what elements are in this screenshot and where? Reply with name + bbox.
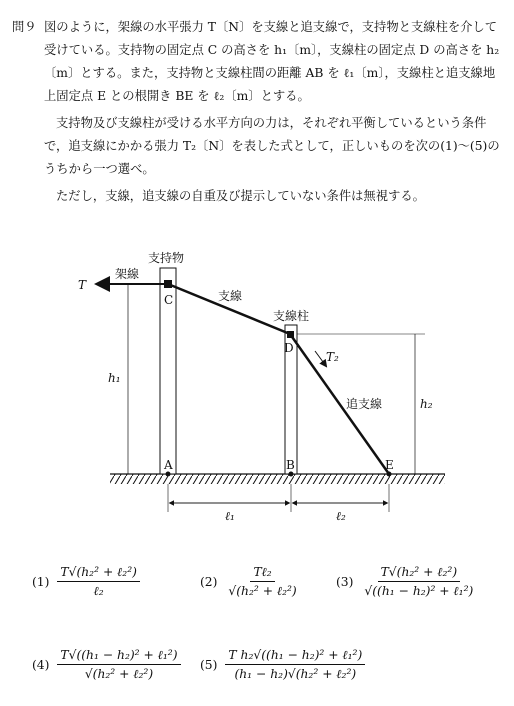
label-back-stay: 追支線 — [346, 397, 383, 411]
choice-label: (5) — [200, 658, 218, 672]
point-d — [287, 331, 294, 338]
ground-hatch — [110, 474, 445, 484]
choice-formula — [57, 565, 140, 599]
label-b: B — [286, 458, 295, 472]
choice-2[interactable] — [200, 565, 300, 599]
numerator: T h₂√((h₁ − h₂)² + ℓ₁²) — [225, 648, 365, 665]
numerator: T√((h₁ − h₂)² + ℓ₁²) — [57, 648, 180, 665]
choice-label: (2) — [200, 575, 218, 589]
label-c: C — [164, 293, 174, 307]
label-l1: ℓ₁ — [225, 509, 235, 523]
choice-label: (4) — [32, 658, 50, 672]
label-t: T — [78, 278, 87, 292]
numerator: Tℓ₂ — [250, 565, 274, 582]
label-e: E — [385, 458, 394, 472]
label-t2: T₂ — [326, 350, 339, 364]
label-stay-pole: 支線柱 — [273, 309, 310, 323]
numerator: T√(h₂² + ℓ₂²) — [378, 565, 461, 582]
numerator: T√(h₂² + ℓ₂²) — [57, 565, 140, 582]
denominator: (h₁ − h₂)√(h₂² + ℓ₂²) — [234, 667, 357, 681]
problem-statement: 図のように，架線の水平張力 T〔N〕を支線と追支線で，支持物と支線柱を介して受けている。支持物の固定点 C の高さを h₁〔m〕，支線柱の固定点 D の高さを h₂〔m〕とする。また，支持物と支線柱間の距離 AB を ℓ₁〔m〕，支線柱と追支線地上固定点 E との根開き BE を ℓ₂〔m〕とする。 — [44, 20, 500, 103]
choice-1[interactable] — [32, 565, 140, 599]
denominator: ℓ₂ — [93, 584, 104, 598]
choice-5[interactable] — [200, 648, 365, 682]
label-l2: ℓ₂ — [336, 509, 346, 523]
stay-wire-diagram — [60, 236, 460, 536]
question-number: 問９ — [12, 20, 37, 34]
label-overhead-line: 架線 — [115, 267, 140, 281]
choice-formula — [225, 565, 299, 599]
problem-condition: 支持物及び支線柱が受ける水平方向の力は，それぞれ平衡しているという条件で，追支線にかかる張力 T₂〔N〕を表した式として，正しいものを次の(1)～(5)のうちから一つ選べ。 — [44, 116, 500, 176]
point-b — [289, 472, 294, 477]
point-c — [164, 280, 172, 288]
choice-label: (3) — [336, 575, 354, 589]
choice-formula — [225, 648, 365, 682]
point-e — [387, 472, 392, 477]
label-a: A — [164, 458, 173, 472]
label-d: D — [284, 341, 294, 355]
choice-formula — [57, 648, 180, 682]
label-support: 支持物 — [148, 251, 185, 265]
label-stay-wire: 支線 — [218, 289, 243, 303]
t2-arrow — [315, 351, 326, 366]
choice-label: (1) — [32, 575, 50, 589]
denominator: √(h₂² + ℓ₂²) — [228, 584, 297, 598]
choice-4[interactable] — [32, 648, 181, 682]
choice-3[interactable] — [336, 565, 476, 599]
label-h1: h₁ — [108, 371, 121, 385]
denominator: √(h₂² + ℓ₂²) — [84, 667, 154, 681]
point-a — [166, 472, 171, 477]
denominator: √((h₁ − h₂)² + ℓ₁²) — [364, 584, 474, 598]
problem-note: ただし，支線，追支線の自重及び提示していない条件は無視する。 — [56, 189, 425, 203]
choice-formula — [361, 565, 476, 599]
label-h2: h₂ — [420, 397, 433, 411]
